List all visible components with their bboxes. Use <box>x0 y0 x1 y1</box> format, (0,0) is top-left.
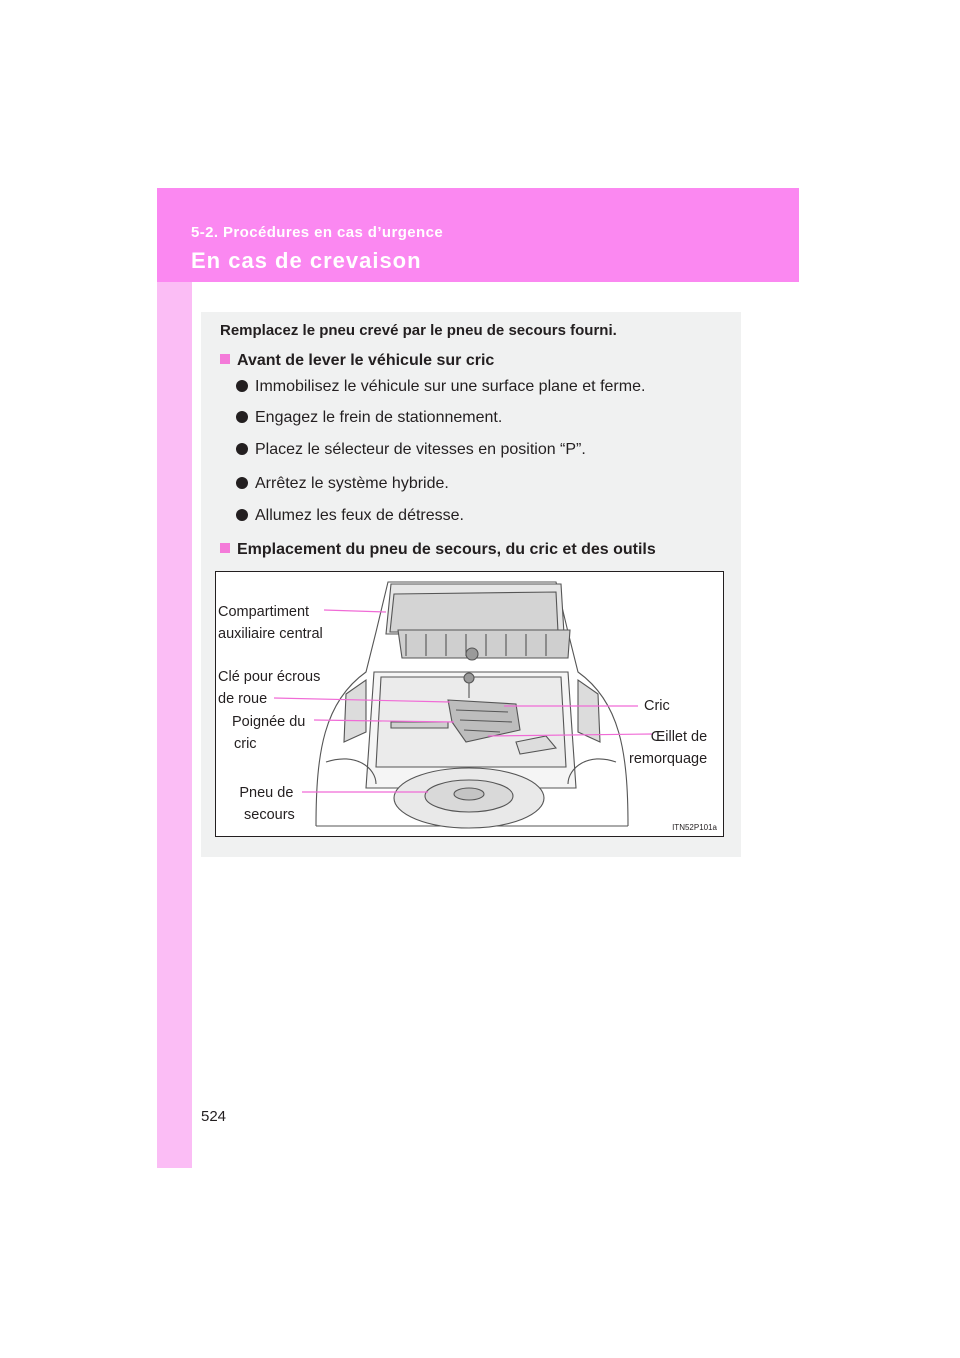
label-wheel-nut-wrench: Clé pour écrous de roue <box>218 669 321 707</box>
content-panel <box>201 312 741 857</box>
side-tab-strip <box>157 188 192 1168</box>
round-bullet-icon <box>236 380 248 392</box>
heading-location-text: Emplacement du pneu de secours, du cric et des outils <box>237 541 656 558</box>
list-item: Placez le sélecteur de vitesses en position “P”. <box>236 441 586 459</box>
heading-before-jacking <box>220 352 494 370</box>
label-towing-eyelet: Œillet de remorquage <box>629 729 708 767</box>
heading-before-jacking-text: Avant de lever le véhicule sur cric <box>237 352 495 369</box>
trunk-figure <box>215 571 724 837</box>
page-header <box>157 188 799 282</box>
label-compartment: Compartiment auxiliaire central <box>218 604 323 642</box>
list-item: Arrêtez le système hybride. <box>236 475 449 493</box>
intro-text: Remplacez le pneu crevé par le pneu de secours fourni. <box>220 322 617 339</box>
list-item: Engagez le frein de stationnement. <box>236 409 502 427</box>
round-bullet-icon <box>236 509 248 521</box>
list-item: Allumez les feux de détresse. <box>236 507 464 525</box>
page-title: En cas de crevaison <box>191 248 422 273</box>
page-number: 524 <box>201 1108 227 1125</box>
round-bullet-icon <box>236 411 248 423</box>
label-jack-handle: Poignée du cric <box>232 714 306 752</box>
figure-code: ITN52P101a <box>672 823 717 832</box>
round-bullet-icon <box>236 443 248 455</box>
section-label: 5-2. Procédures en cas d’urgence <box>191 224 444 241</box>
round-bullet-icon <box>236 477 248 489</box>
label-jack: Cric <box>644 698 670 714</box>
label-spare-tire: Pneu de secours <box>239 785 295 823</box>
square-bullet-icon <box>220 543 230 553</box>
heading-location <box>220 541 656 559</box>
square-bullet-icon <box>220 354 230 364</box>
list-item: Immobilisez le véhicule sur une surface plane et ferme. <box>236 378 645 396</box>
